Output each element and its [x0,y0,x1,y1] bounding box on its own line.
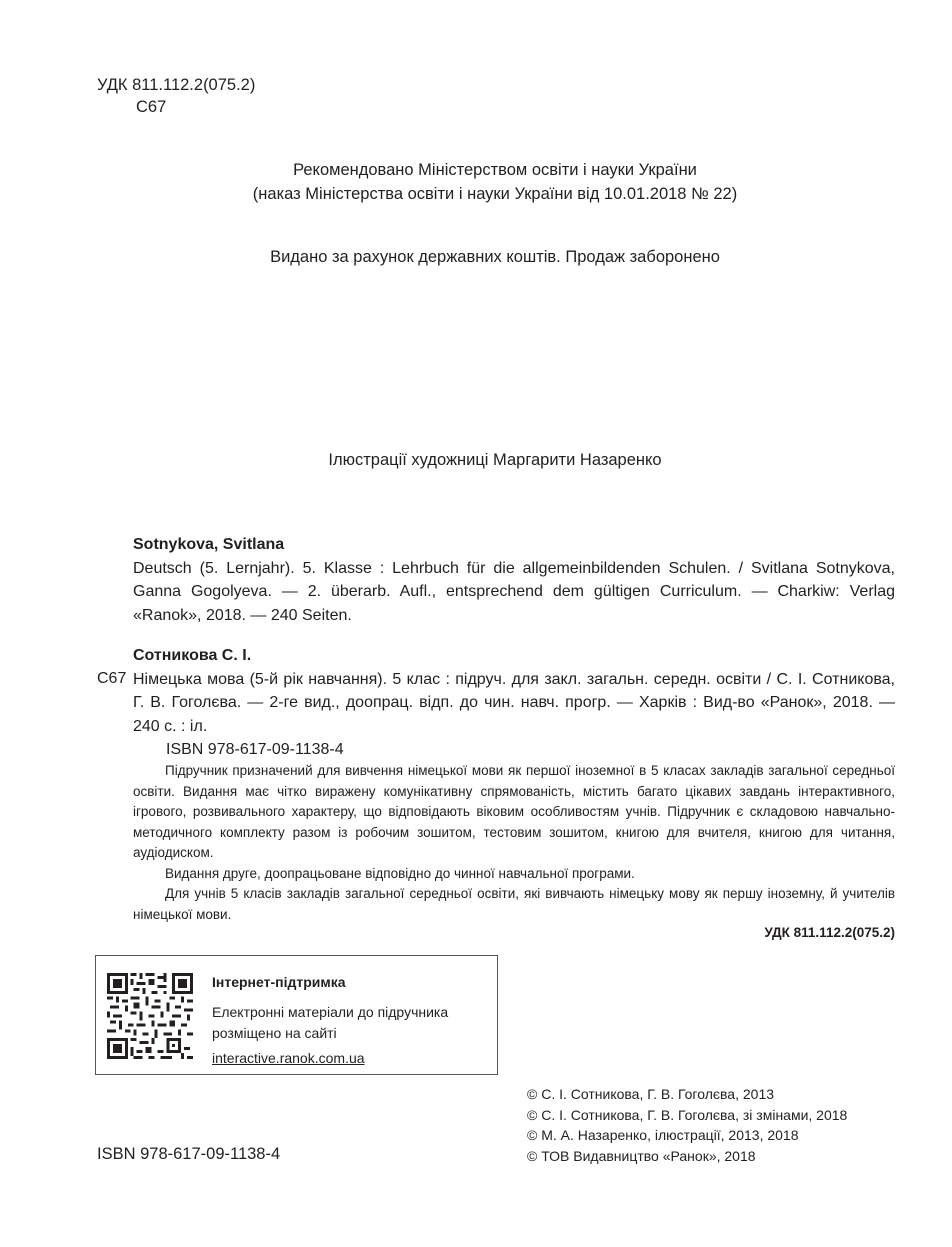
ministry-recommendation [0,158,952,206]
copyright-block [527,1084,847,1166]
internet-support-line-1: Електронні матеріали до підручника [212,1004,449,1020]
recommendation-line-2: (наказ Міністерства освіти і науки України від 10.01.2018 № 22) [252,185,738,203]
internet-support-title: Інтернет-підтримка [212,974,346,990]
annotation-paragraph-2: Видання друге, доопрацьоване відповідно до чинної навчальної програми. [165,865,635,881]
annotation-paragraph-1: Підручник призначений для вивчення німецької мови як першої іноземної в 5 класах закладів загальної середньої освіти. Видання має чітко виражену комунікативну спрямованість, містить багато цікавих завдань інтерактивного, ігрового, розвивального характеру, що відповідають віковим особливостям учнів. Підручник є складовою навчально-методичного комплекту разом із робочим зошитом, тестовим зошитом, книгою для вчителя, книгою для читання, аудіодиском. [133,763,895,860]
copyright-line: © ТОВ Видавництво «Ранок», 2018 [527,1147,756,1164]
udk-code: УДК 811.112.2(075.2) [97,76,256,94]
ukrainian-entry-author: Сотникова С. І. [133,647,252,664]
ukrainian-entry-text: Німецька мова (5-й рік навчання). 5 клас : підруч. для закл. загальн. середн. освіти / С. І. Сотникова, Г. В. Гоголєва. — 2-ге вид., доопрац. відп. до чин. навч. прогр. — Харків : Вид-во «Ранок», 2018. — 240 с. : іл. [133,670,895,735]
annotation [133,761,895,925]
illustrations-credit: Ілюстрації художниці Маргарити Назаренко [328,451,662,469]
german-bibliographic-entry [133,533,895,627]
internet-support-line-2: розміщено на сайті [212,1025,337,1041]
paid-notice: Видано за рахунок державних коштів. Продаж заборонено [270,248,720,266]
internet-support-link[interactable]: interactive.ranok.com.ua [212,1050,365,1066]
annotation-paragraph-3: Для учнів 5 класів закладів загальної середньої освіти, які вивчають німецьку мову як першу іноземну, й учителів німецької мови. [133,886,895,922]
copyright-line: © С. І. Сотникова, Г. В. Гоголєва, зі змінами, 2018 [527,1106,848,1123]
internet-support-box [95,955,498,1075]
ukrainian-entry-signum: С67 [97,670,127,687]
udk-classification: УДК 811.112.2(075.2) [764,925,895,940]
german-entry-author: Sotnykova, Svitlana [133,536,285,553]
ukrainian-bibliographic-entry [133,644,895,762]
german-entry-text: Deutsch (5. Lernjahr). 5. Klasse : Lehrbuch für die allgemeinbildenden Schulen. / Svitlana Sotnykova, Ganna Gogolyeva. — 2. überarb. Aufl., entsprechend dem gültigen Curriculum. — Charkiw: Verlag «Ranok», 2018. — 240 Seiten. [133,559,895,624]
ukrainian-entry-isbn: ISBN 978-617-09-1138-4 [166,741,344,758]
recommendation-line-1: Рекомендовано Міністерством освіти і науки України [293,161,697,179]
isbn-number: ISBN 978-617-09-1138-4 [97,1145,281,1163]
qr-code-icon [107,971,193,1061]
udk-header [97,74,255,118]
copyright-line: © М. А. Назаренко, ілюстрації, 2013, 2018 [527,1127,799,1143]
author-mark: С67 [136,98,167,116]
internet-support-text [212,972,448,1069]
copyright-line: © С. І. Сотникова, Г. В. Гоголєва, 2013 [527,1086,775,1102]
